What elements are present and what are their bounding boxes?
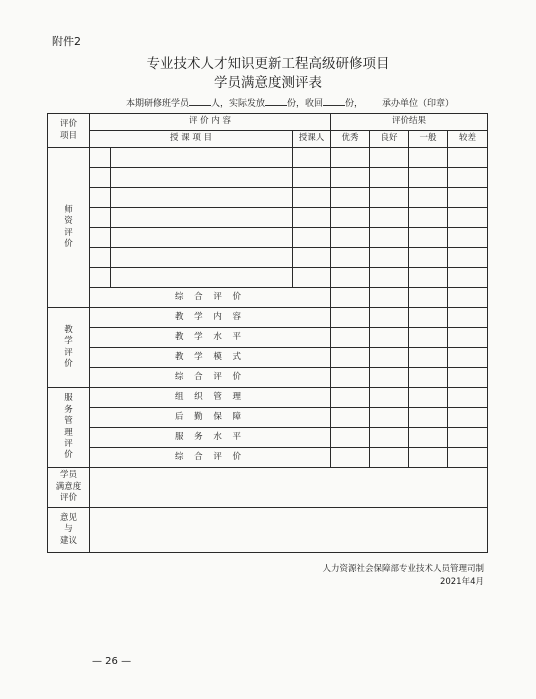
info-part-4: 份，: [345, 99, 364, 109]
grade-cell[interactable]: [370, 168, 409, 188]
grade-cell[interactable]: [409, 148, 448, 168]
teaching-item-0: 教 学 内 容: [90, 308, 331, 328]
table-row: [48, 248, 488, 268]
suggestions-input[interactable]: [90, 508, 488, 553]
document-title: 专业技术人才知识更新工程高级研修项目: [146, 56, 390, 72]
grade-cell[interactable]: [448, 188, 488, 208]
table-row: [48, 148, 488, 168]
grade-cell[interactable]: [331, 208, 370, 228]
grade-cell[interactable]: [409, 308, 448, 328]
grade-cell[interactable]: [331, 328, 370, 348]
grade-cell[interactable]: [370, 288, 409, 308]
grade-cell[interactable]: [448, 388, 488, 408]
evaluation-table: [47, 113, 488, 553]
service-item-2: 服 务 水 平: [90, 428, 331, 448]
course-name-cell[interactable]: [111, 148, 293, 168]
table-row: [48, 114, 488, 131]
course-index-cell[interactable]: [90, 208, 111, 228]
grade-cell[interactable]: [370, 308, 409, 328]
grade-cell[interactable]: [331, 368, 370, 388]
table-row: [48, 348, 488, 368]
header-eval-item: 评价 项目: [48, 114, 90, 148]
table-row: [48, 208, 488, 228]
section-suggestions: 意见 与 建议: [48, 508, 90, 553]
grade-cell[interactable]: [370, 448, 409, 468]
fill-blank-returned[interactable]: [323, 96, 345, 106]
grade-cell[interactable]: [448, 148, 488, 168]
table-row: [48, 288, 488, 308]
grade-cell[interactable]: [370, 148, 409, 168]
attachment-label: 附件2: [52, 35, 81, 48]
teaching-item-1: 教 学 水 平: [90, 328, 331, 348]
grade-cell[interactable]: [370, 328, 409, 348]
overall-satisfaction-input[interactable]: [90, 468, 488, 508]
grade-cell[interactable]: [409, 388, 448, 408]
grade-cell[interactable]: [409, 348, 448, 368]
table-row: [48, 308, 488, 328]
page-number: — 26 —: [92, 656, 132, 667]
grade-cell[interactable]: [370, 268, 409, 288]
grade-cell[interactable]: [409, 288, 448, 308]
teaching-item-2: 教 学 模 式: [90, 348, 331, 368]
lecturer-cell[interactable]: [293, 228, 331, 248]
grade-cell[interactable]: [409, 448, 448, 468]
grade-cell[interactable]: [331, 348, 370, 368]
grade-cell[interactable]: [331, 288, 370, 308]
grade-cell[interactable]: [370, 188, 409, 208]
table-row: [48, 268, 488, 288]
course-index-cell[interactable]: [90, 228, 111, 248]
course-name-cell[interactable]: [111, 168, 293, 188]
grade-cell[interactable]: [409, 168, 448, 188]
grade-cell[interactable]: [448, 288, 488, 308]
course-name-cell[interactable]: [111, 268, 293, 288]
grade-cell[interactable]: [448, 408, 488, 428]
section-service: 服 务 管 理 评 价: [48, 388, 90, 468]
grade-cell[interactable]: [448, 308, 488, 328]
table-row: [48, 168, 488, 188]
section-teacher: 师 资 评 价: [48, 148, 90, 308]
info-organizer-seal: 承办单位（印章）: [381, 99, 454, 109]
header-eval-result: 评价结果: [331, 114, 488, 131]
grade-cell[interactable]: [448, 428, 488, 448]
grade-cell[interactable]: [370, 208, 409, 228]
grade-cell[interactable]: [409, 368, 448, 388]
grade-cell[interactable]: [370, 248, 409, 268]
grade-cell[interactable]: [448, 228, 488, 248]
grade-cell[interactable]: [331, 388, 370, 408]
grade-cell[interactable]: [331, 168, 370, 188]
info-part-3: 份，收回: [287, 99, 324, 109]
grade-cell[interactable]: [370, 348, 409, 368]
table-row: [48, 408, 488, 428]
issue-date: 2021年4月: [439, 577, 484, 587]
course-index-cell[interactable]: [90, 148, 111, 168]
grade-cell[interactable]: [448, 168, 488, 188]
lecturer-cell[interactable]: [293, 248, 331, 268]
grade-cell[interactable]: [370, 228, 409, 248]
course-index-cell[interactable]: [90, 268, 111, 288]
header-grade-3: 较差: [448, 131, 488, 148]
grade-cell[interactable]: [331, 148, 370, 168]
grade-cell[interactable]: [370, 428, 409, 448]
grade-cell[interactable]: [331, 308, 370, 328]
teaching-composite-label: 综 合 评 价: [90, 368, 331, 388]
header-grade-2: 一般: [409, 131, 448, 148]
table-row: [48, 328, 488, 348]
header-grade-0: 优秀: [331, 131, 370, 148]
lecturer-cell[interactable]: [293, 188, 331, 208]
header-course: 授 课 项 目: [90, 131, 293, 148]
grade-cell[interactable]: [331, 448, 370, 468]
grade-cell[interactable]: [331, 248, 370, 268]
grade-cell[interactable]: [448, 208, 488, 228]
grade-cell[interactable]: [448, 368, 488, 388]
grade-cell[interactable]: [409, 188, 448, 208]
grade-cell[interactable]: [448, 328, 488, 348]
grade-cell[interactable]: [331, 408, 370, 428]
grade-cell[interactable]: [409, 328, 448, 348]
course-name-cell[interactable]: [111, 248, 293, 268]
grade-cell[interactable]: [331, 428, 370, 448]
table-row: [48, 368, 488, 388]
grade-cell[interactable]: [409, 408, 448, 428]
table-row: [48, 188, 488, 208]
table-row: [48, 388, 488, 408]
grade-cell[interactable]: [448, 448, 488, 468]
header-eval-content: 评 价 内 容: [90, 114, 331, 131]
grade-cell[interactable]: [331, 268, 370, 288]
document-subtitle: 学员满意度测评表: [214, 75, 322, 91]
table-row: [48, 428, 488, 448]
grade-cell[interactable]: [409, 428, 448, 448]
course-index-cell[interactable]: [90, 248, 111, 268]
lecturer-cell[interactable]: [293, 268, 331, 288]
grade-cell[interactable]: [370, 368, 409, 388]
lecturer-cell[interactable]: [293, 168, 331, 188]
issuer-note: 人力资源社会保障部专业技术人员管理司制: [322, 564, 484, 574]
table-row: [48, 448, 488, 468]
fill-blank-issued[interactable]: [265, 96, 287, 106]
course-index-cell[interactable]: [90, 188, 111, 208]
info-part-1: 本期研修班学员: [126, 99, 190, 109]
grade-cell[interactable]: [448, 268, 488, 288]
table-row: [48, 228, 488, 248]
table-row: [48, 468, 488, 508]
grade-cell[interactable]: [370, 388, 409, 408]
header-lecturer: 授课人: [293, 131, 331, 148]
course-name-cell[interactable]: [111, 228, 293, 248]
table-row: [48, 131, 488, 148]
service-item-0: 组 织 管 理: [90, 388, 331, 408]
header-grade-1: 良好: [370, 131, 409, 148]
grade-cell[interactable]: [448, 248, 488, 268]
section-overall-satisfaction: 学员 满意度 评价: [48, 468, 90, 508]
grade-cell[interactable]: [409, 208, 448, 228]
grade-cell[interactable]: [370, 408, 409, 428]
grade-cell[interactable]: [409, 248, 448, 268]
grade-cell[interactable]: [331, 188, 370, 208]
service-item-1: 后 勤 保 障: [90, 408, 331, 428]
grade-cell[interactable]: [409, 268, 448, 288]
table-row: [48, 508, 488, 553]
service-composite-label: 综 合 评 价: [90, 448, 331, 468]
course-name-cell[interactable]: [111, 208, 293, 228]
grade-cell[interactable]: [409, 228, 448, 248]
info-line: [126, 96, 454, 109]
section-teaching: 教 学 评 价: [48, 308, 90, 388]
grade-cell[interactable]: [448, 348, 488, 368]
course-name-cell[interactable]: [111, 188, 293, 208]
fill-blank-students[interactable]: [189, 96, 211, 106]
course-index-cell[interactable]: [90, 168, 111, 188]
lecturer-cell[interactable]: [293, 208, 331, 228]
teacher-composite-label: 综 合 评 价: [90, 288, 331, 308]
info-part-2: 人，实际发放: [211, 99, 266, 109]
lecturer-cell[interactable]: [293, 148, 331, 168]
grade-cell[interactable]: [331, 228, 370, 248]
